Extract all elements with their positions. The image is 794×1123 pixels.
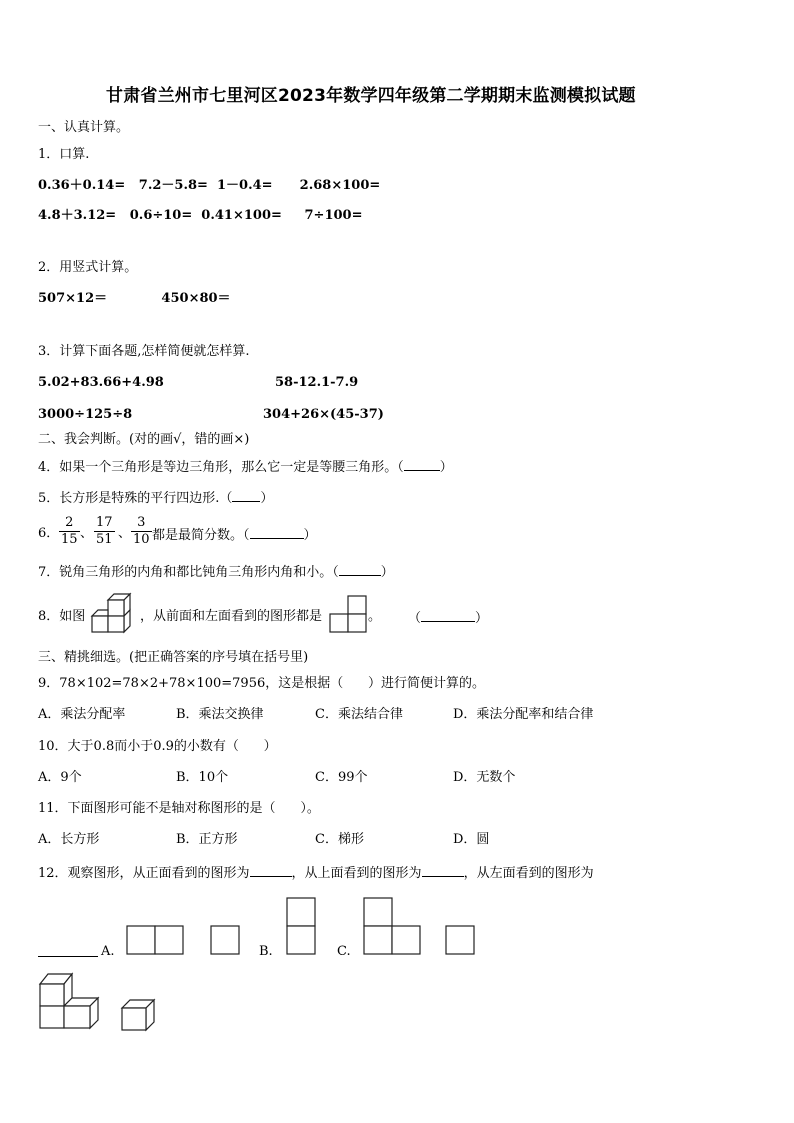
cube-front-face — [122, 1008, 146, 1030]
q8-pre: 8．如图 — [38, 609, 86, 624]
q12-option-a-label[interactable]: A. — [101, 944, 115, 959]
q3-expr-c: 3000÷125÷8 — [38, 407, 133, 422]
q10-option-a[interactable]: A．9个 — [38, 770, 82, 785]
view-square — [287, 926, 315, 954]
q8-open: （ — [408, 611, 422, 626]
q4-answer-blank[interactable] — [404, 458, 440, 471]
q6-fraction-3 — [131, 515, 152, 548]
q3-expr-a: 5.02+83.66+4.98 — [38, 375, 164, 390]
q6-tail — [152, 526, 317, 544]
cube-front-face — [108, 616, 124, 632]
q10-text: 10．大于0.8而小于0.9的小数有（ ） — [38, 739, 277, 754]
q12-option-b-figure — [286, 897, 316, 955]
view-square — [364, 926, 392, 954]
q6-f2-numerator: 17 — [96, 515, 113, 530]
view-square — [287, 898, 315, 926]
view-square — [330, 614, 348, 632]
q8-dot: 。 — [368, 609, 382, 624]
q6-sep-1: 、 — [80, 526, 94, 541]
q7-answer-blank[interactable] — [339, 563, 381, 576]
q12-extra-square-2 — [445, 925, 475, 955]
q4-text: 4．如果一个三角形是等边三角形，那么它一定是等腰三角形。（ — [38, 460, 404, 475]
q12-left-blank[interactable] — [38, 944, 98, 957]
cube-front-face — [92, 616, 108, 632]
view-square — [392, 926, 420, 954]
q4-close: ） — [439, 460, 453, 475]
cube-front-face — [108, 600, 124, 616]
q6-fraction-2 — [94, 515, 115, 548]
q11-option-d[interactable]: D．圆 — [453, 832, 490, 847]
q10-option-b[interactable]: B．10个 — [176, 770, 229, 785]
q12-cube-figure — [38, 970, 100, 1030]
q8-answer — [408, 609, 488, 627]
view-square — [127, 926, 155, 954]
cube-front-face — [40, 984, 64, 1006]
q2-row: 507×12＝ 450×80＝ — [38, 291, 231, 306]
q6-fraction-1 — [59, 515, 80, 548]
q8-cube-figure — [86, 592, 132, 638]
q8-view-figure — [328, 595, 368, 635]
q6-f3-numerator: 3 — [131, 515, 152, 532]
q8-answer-blank[interactable] — [421, 609, 475, 622]
q9-option-d[interactable]: D．乘法分配率和结合律 — [453, 707, 594, 722]
view-square — [348, 614, 366, 632]
q12-part-3: ，从左面看到的图形为 — [463, 866, 594, 881]
q6-sep-2: 、 — [118, 526, 132, 541]
q12-text — [38, 864, 594, 882]
q12-extra-square-1 — [210, 925, 240, 955]
q3-label: 3．计算下面各题,怎样简便就怎样算. — [38, 344, 250, 359]
view-square — [211, 926, 239, 954]
q7-close: ） — [380, 565, 394, 580]
q9-option-a[interactable]: A．乘法分配率 — [38, 707, 126, 722]
q6-f3-denominator: 10 — [133, 532, 150, 547]
view-square — [155, 926, 183, 954]
q11-option-a[interactable]: A．长方形 — [38, 832, 100, 847]
q6-close: ） — [303, 528, 317, 543]
q9-option-b[interactable]: B．乘法交换律 — [176, 707, 264, 722]
cube-front-face — [64, 1006, 90, 1028]
q9-option-c[interactable]: C．乘法结合律 — [315, 707, 403, 722]
section-2-heading: 二、我会判断。(对的画√，错的画×) — [38, 432, 250, 447]
q9-text: 9．78×102=78×2+78×100=7956，这是根据（ ）进行简便计算的。 — [38, 676, 486, 691]
q12-part-1: 12．观察图形，从正面看到的图形为 — [38, 866, 250, 881]
q1-row1: 0.36＋0.14= 7.2－5.8= 1－0.4= 2.68×100= — [38, 178, 381, 193]
section-3-heading: 三、精挑细选。(把正确答案的序号填在括号里) — [38, 650, 309, 665]
q1-row2: 4.8＋3.12= 0.6÷10= 0.41×100= 7÷100= — [38, 208, 363, 223]
q6-f2-denominator: 51 — [96, 532, 113, 547]
q12-part-2: ，从上面看到的图形为 — [291, 866, 422, 881]
q6-f1-denominator: 15 — [61, 532, 78, 547]
q11-option-c[interactable]: C．梯形 — [315, 832, 364, 847]
q12-option-b-label[interactable]: B. — [259, 944, 273, 959]
view-square — [364, 898, 392, 926]
q12-option-c-figure — [363, 897, 421, 955]
q6-answer-blank[interactable] — [250, 526, 304, 539]
q5-close: ） — [260, 491, 274, 506]
q1-label: 1．口算. — [38, 147, 90, 162]
q8-close: ） — [475, 611, 489, 626]
q5-text: 5．长方形是特殊的平行四边形.（ — [38, 491, 233, 506]
section-1-heading: 一、认真计算。 — [38, 120, 130, 135]
q7 — [38, 563, 394, 581]
q10-option-c[interactable]: C．99个 — [315, 770, 368, 785]
page-title: 甘肃省兰州市七里河区2023年数学四年级第二学期期末监测模拟试题 — [106, 86, 636, 106]
q5-answer-blank[interactable] — [232, 489, 260, 502]
view-square — [348, 596, 366, 614]
q3-expr-b: 58-12.1-7.9 — [275, 375, 359, 390]
q11-option-b[interactable]: B．正方形 — [176, 832, 238, 847]
q2-label: 2．用竖式计算。 — [38, 260, 138, 275]
q6-label: 6． — [38, 526, 60, 541]
q7-text: 7．锐角三角形的内角和都比钝角三角形内角和小。（ — [38, 565, 339, 580]
q4 — [38, 458, 453, 476]
q6-f1-numerator: 2 — [59, 515, 80, 532]
q3-expr-d: 304+26×(45-37) — [263, 407, 384, 422]
q12-option-a-figure — [126, 925, 184, 955]
q12-option-c-label[interactable]: C. — [337, 944, 351, 959]
q12-top-blank[interactable] — [422, 864, 464, 877]
q12-front-blank[interactable] — [250, 864, 292, 877]
view-square — [446, 926, 474, 954]
q8-mid: ，从前面和左面看到的图形都是 — [140, 609, 323, 624]
q5 — [38, 489, 273, 507]
cube-front-face — [40, 1006, 64, 1028]
cube-top-face — [92, 610, 108, 616]
q11-text: 11．下面图形可能不是轴对称图形的是（ ）。 — [38, 801, 320, 816]
q10-option-d[interactable]: D．无数个 — [453, 770, 516, 785]
q6-tail-text: 都是最简分数。（ — [152, 528, 250, 543]
q12-single-cube — [120, 998, 156, 1032]
